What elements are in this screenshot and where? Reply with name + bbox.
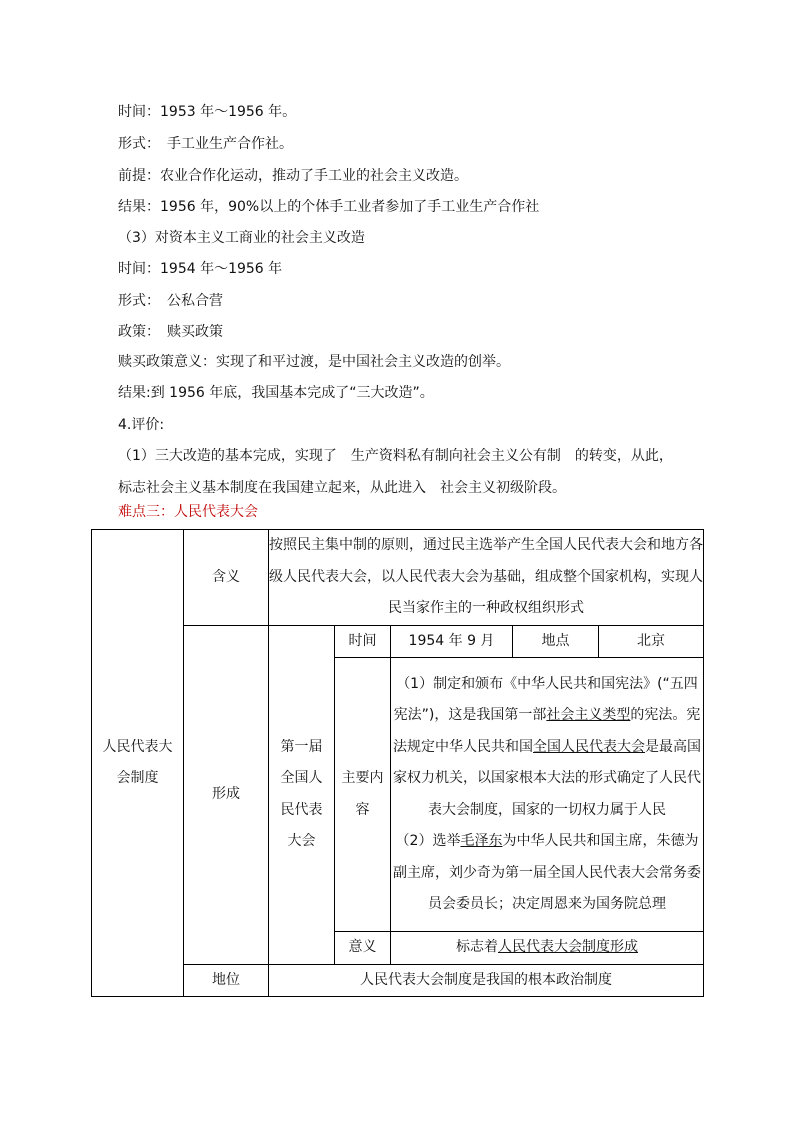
content-text-segment: （2）选举 — [395, 833, 461, 849]
text-line: 结果:到 1956 年底，我国基本完成了“三大改造”。 — [118, 385, 434, 401]
place-label: 地点 — [513, 625, 599, 658]
content-label: 主要内容 — [335, 658, 391, 932]
content-paragraph-1 — [391, 669, 703, 827]
text-line: （1）三大改造的基本完成，实现了 生产资料私有制向社会主义公有制 的转变，从此， — [118, 448, 673, 464]
content-paragraph-2 — [391, 826, 703, 921]
time-label: 时间 — [335, 625, 391, 658]
system-title: 人民代表大会制度 — [102, 738, 173, 786]
npc-table — [91, 529, 704, 997]
status-label: 地位 — [184, 964, 269, 997]
place-value: 北京 — [599, 625, 704, 658]
significance-label: 意义 — [335, 932, 391, 965]
text-line: （3）对资本主义工商业的社会主义改造 — [118, 230, 365, 246]
text-line: 4.评价: — [118, 417, 165, 433]
meaning-text: 按照民主集中制的原则，通过民主选举产生全国人民代表大会和地方各级人民代表大会，以人民代表大会为基础，组成整个国家机构，实现人民当家作主的一种政权组织形式 — [269, 530, 704, 626]
text-line: 时间：1954 年～1956 年 — [118, 261, 283, 277]
significance-segment: 标志着 — [456, 939, 498, 955]
text-line: 时间：1953 年～1956 年。 — [118, 104, 297, 120]
formation-label: 形成 — [184, 625, 269, 964]
text-line: 赎买政策意义：实现了和平过渡，是中国社会主义改造的创举。 — [118, 354, 510, 370]
content-underlined: 全国人民代表大会 — [533, 738, 645, 755]
text-line: 政策： 赎买政策 — [118, 324, 223, 340]
time-value: 1954 年 9 月 — [391, 625, 513, 658]
content-text-segment: 是最高国家权力机关，以国家根本大法的形式确定了人民代表大会制度，国家的一切权力属于人民 — [393, 738, 701, 818]
content-underlined: 社会主义类型 — [546, 707, 631, 723]
content-text-segment: （1）制定和颁布《中华人民共和国宪法》(“五四宪法”)，这是我国第一部 — [393, 675, 698, 723]
content-text-segment: 为中华人民共和国主席，朱德为副主席，刘少奇为第一届全国人民代表大会常务委员会委员长；决定周恩来为国务院总理 — [393, 833, 701, 912]
content-text — [391, 658, 704, 932]
content-underlined: 毛泽东 — [460, 833, 503, 849]
significance-underlined: 人民代表大会制度形成 — [498, 939, 638, 955]
system-title-cell — [92, 530, 184, 997]
text-line: 形式： 手工业生产合作社。 — [118, 136, 293, 152]
significance-text — [391, 932, 704, 965]
text-line: 标志社会主义基本制度在我国建立起来，从此进入 社会主义初级阶段。 — [118, 480, 566, 496]
text-line: 结果：1956 年，90%以上的个体手工业者参加了手工业生产合作社 — [118, 199, 540, 215]
section-heading: 难点三：人民代表大会 — [118, 504, 258, 520]
status-text: 人民代表大会制度是我国的根本政治制度 — [269, 964, 704, 997]
congress-label: 第一届全国人民代表大会 — [269, 625, 335, 964]
text-line: 形式： 公私合营 — [118, 293, 223, 309]
meaning-label: 含义 — [184, 530, 269, 626]
content-text-segment: 的宪法。宪法规定中华人民共和国 — [393, 707, 701, 755]
text-line: 前提：农业合作化运动，推动了手工业的社会主义改造。 — [118, 168, 468, 184]
